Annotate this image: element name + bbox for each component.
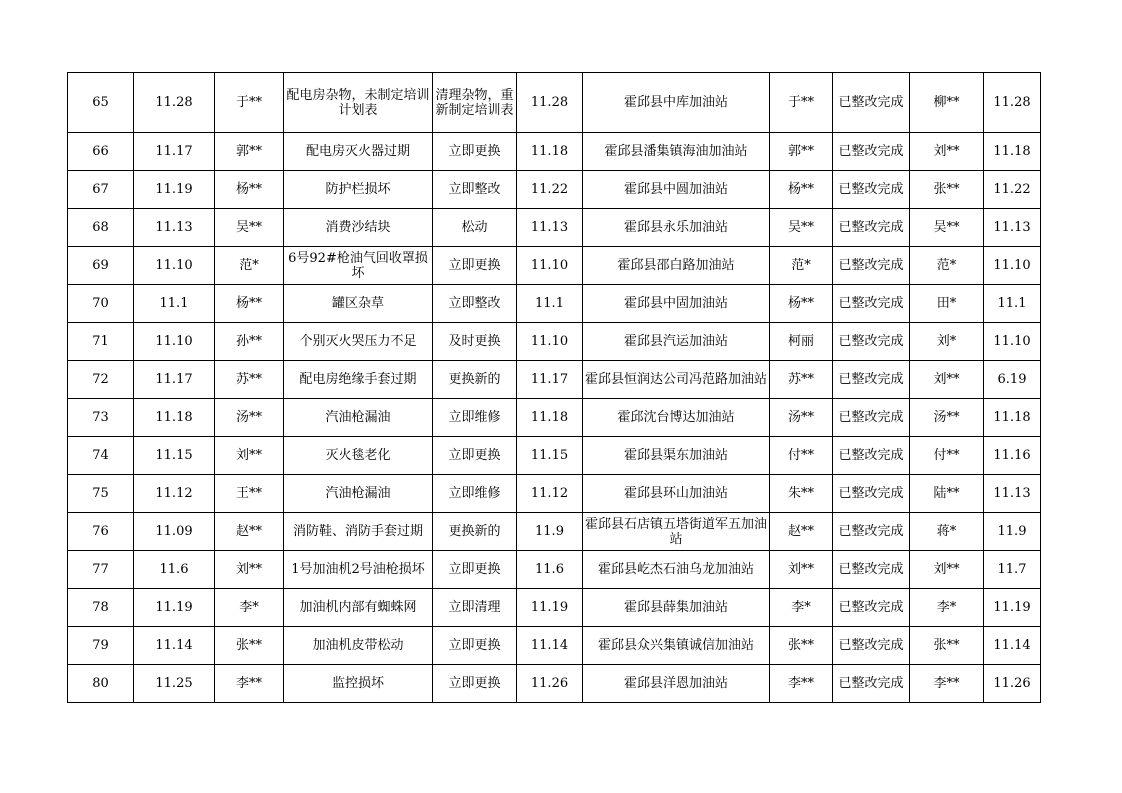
cell-check-date: 11.28 [984,73,1041,133]
cell-responsible: 范* [770,247,833,285]
cell-finder: 李** [215,665,284,703]
cell-station: 霍邱县恒润达公司冯范路加油站 [583,361,770,399]
cell-number: 67 [68,171,134,209]
table-row [68,513,1041,551]
cell-measure: 立即维修 [433,399,517,437]
cell-number: 74 [68,437,134,475]
cell-fix-date: 11.6 [517,551,583,589]
cell-status: 已整改完成 [833,133,910,171]
cell-status: 已整改完成 [833,627,910,665]
cell-station: 霍邱县环山加油站 [583,475,770,513]
cell-checker: 刘** [910,133,984,171]
cell-checker: 柳** [910,73,984,133]
cell-fix-date: 11.17 [517,361,583,399]
cell-issue: 消防鞋、消防手套过期 [284,513,433,551]
cell-status: 已整改完成 [833,475,910,513]
cell-finder: 刘** [215,551,284,589]
cell-found-date: 11.18 [134,399,215,437]
cell-station: 霍邱县邵白路加油站 [583,247,770,285]
table-row [68,589,1041,627]
cell-checker: 李** [910,665,984,703]
table-row [68,437,1041,475]
cell-checker: 张** [910,627,984,665]
cell-status: 已整改完成 [833,361,910,399]
cell-number: 70 [68,285,134,323]
table-row [68,247,1041,285]
cell-checker: 张** [910,171,984,209]
cell-number: 73 [68,399,134,437]
cell-found-date: 11.13 [134,209,215,247]
cell-found-date: 11.10 [134,323,215,361]
table-row [68,627,1041,665]
cell-measure: 更换新的 [433,513,517,551]
cell-checker: 蒋* [910,513,984,551]
cell-checker: 付** [910,437,984,475]
cell-measure: 更换新的 [433,361,517,399]
cell-check-date: 11.19 [984,589,1041,627]
cell-status: 已整改完成 [833,513,910,551]
cell-issue: 消费沙结块 [284,209,433,247]
cell-issue: 汽油枪漏油 [284,475,433,513]
cell-station: 霍邱沈台博达加油站 [583,399,770,437]
cell-finder: 李* [215,589,284,627]
cell-finder: 于** [215,73,284,133]
cell-check-date: 11.7 [984,551,1041,589]
cell-number: 66 [68,133,134,171]
cell-found-date: 11.25 [134,665,215,703]
cell-measure: 松动 [433,209,517,247]
cell-check-date: 11.22 [984,171,1041,209]
cell-station: 霍邱县屹杰石油乌龙加油站 [583,551,770,589]
cell-number: 71 [68,323,134,361]
cell-responsible: 杨** [770,171,833,209]
cell-status: 已整改完成 [833,285,910,323]
cell-issue: 加油机内部有蜘蛛网 [284,589,433,627]
cell-responsible: 吴** [770,209,833,247]
table-row [68,361,1041,399]
cell-check-date: 6.19 [984,361,1041,399]
cell-finder: 赵** [215,513,284,551]
cell-number: 80 [68,665,134,703]
cell-responsible: 杨** [770,285,833,323]
cell-found-date: 11.19 [134,589,215,627]
cell-number: 68 [68,209,134,247]
cell-station: 霍邱县中固加油站 [583,285,770,323]
table-body [68,73,1041,703]
cell-found-date: 11.09 [134,513,215,551]
cell-responsible: 汤** [770,399,833,437]
cell-number: 75 [68,475,134,513]
cell-status: 已整改完成 [833,551,910,589]
cell-check-date: 11.18 [984,133,1041,171]
cell-station: 霍邱县石店镇五塔街道军五加油站 [583,513,770,551]
table-row [68,551,1041,589]
cell-issue: 配电房绝缘手套过期 [284,361,433,399]
cell-responsible: 柯丽 [770,323,833,361]
cell-status: 已整改完成 [833,73,910,133]
cell-check-date: 11.18 [984,399,1041,437]
cell-found-date: 11.12 [134,475,215,513]
cell-checker: 范* [910,247,984,285]
cell-status: 已整改完成 [833,589,910,627]
cell-check-date: 11.13 [984,209,1041,247]
cell-fix-date: 11.14 [517,627,583,665]
cell-issue: 罐区杂草 [284,285,433,323]
cell-responsible: 付** [770,437,833,475]
cell-fix-date: 11.18 [517,133,583,171]
cell-fix-date: 11.13 [517,209,583,247]
cell-status: 已整改完成 [833,399,910,437]
cell-status: 已整改完成 [833,247,910,285]
cell-fix-date: 11.28 [517,73,583,133]
cell-station: 霍邱县渠东加油站 [583,437,770,475]
cell-station: 霍邱县薛集加油站 [583,589,770,627]
cell-finder: 杨** [215,285,284,323]
cell-finder: 范* [215,247,284,285]
cell-checker: 陆** [910,475,984,513]
cell-found-date: 11.28 [134,73,215,133]
table-row [68,399,1041,437]
cell-found-date: 11.1 [134,285,215,323]
cell-finder: 张** [215,627,284,665]
cell-number: 72 [68,361,134,399]
cell-checker: 李* [910,589,984,627]
cell-status: 已整改完成 [833,437,910,475]
cell-checker: 吴** [910,209,984,247]
table-row [68,209,1041,247]
cell-number: 79 [68,627,134,665]
cell-fix-date: 11.26 [517,665,583,703]
cell-check-date: 11.14 [984,627,1041,665]
cell-status: 已整改完成 [833,171,910,209]
cell-issue: 汽油枪漏油 [284,399,433,437]
cell-issue: 配电房杂物，未制定培训计划表 [284,73,433,133]
cell-finder: 苏** [215,361,284,399]
cell-station: 霍邱县潘集镇海油加油站 [583,133,770,171]
cell-fix-date: 11.9 [517,513,583,551]
cell-responsible: 刘** [770,551,833,589]
cell-status: 已整改完成 [833,323,910,361]
table-row [68,323,1041,361]
cell-measure: 立即更换 [433,133,517,171]
cell-measure: 立即更换 [433,247,517,285]
cell-station: 霍邱县汽运加油站 [583,323,770,361]
cell-fix-date: 11.10 [517,323,583,361]
cell-measure: 及时更换 [433,323,517,361]
cell-checker: 刘** [910,361,984,399]
table-row [68,285,1041,323]
hazard-rectification-table [67,72,1041,703]
cell-check-date: 11.13 [984,475,1041,513]
cell-check-date: 11.1 [984,285,1041,323]
cell-finder: 刘** [215,437,284,475]
table-row [68,665,1041,703]
cell-issue: 灭火毯老化 [284,437,433,475]
cell-fix-date: 11.18 [517,399,583,437]
cell-responsible: 赵** [770,513,833,551]
cell-responsible: 苏** [770,361,833,399]
cell-measure: 立即更换 [433,551,517,589]
cell-fix-date: 11.19 [517,589,583,627]
cell-found-date: 11.17 [134,133,215,171]
cell-found-date: 11.15 [134,437,215,475]
cell-issue: 6号92#枪油气回收罩损坏 [284,247,433,285]
cell-measure: 立即维修 [433,475,517,513]
cell-station: 霍邱县永乐加油站 [583,209,770,247]
cell-finder: 吴** [215,209,284,247]
cell-check-date: 11.16 [984,437,1041,475]
cell-status: 已整改完成 [833,665,910,703]
cell-check-date: 11.9 [984,513,1041,551]
cell-checker: 刘** [910,551,984,589]
cell-station: 霍邱县中圆加油站 [583,171,770,209]
cell-station: 霍邱县众兴集镇诚信加油站 [583,627,770,665]
cell-found-date: 11.6 [134,551,215,589]
cell-responsible: 李** [770,665,833,703]
cell-measure: 立即清理 [433,589,517,627]
cell-issue: 配电房灭火器过期 [284,133,433,171]
cell-responsible: 李* [770,589,833,627]
cell-measure: 立即更换 [433,627,517,665]
cell-check-date: 11.26 [984,665,1041,703]
cell-found-date: 11.10 [134,247,215,285]
cell-issue: 监控损坏 [284,665,433,703]
table-row [68,171,1041,209]
cell-status: 已整改完成 [833,209,910,247]
cell-finder: 孙** [215,323,284,361]
cell-fix-date: 11.15 [517,437,583,475]
cell-number: 76 [68,513,134,551]
table-row [68,73,1041,133]
cell-checker: 田* [910,285,984,323]
cell-fix-date: 11.1 [517,285,583,323]
cell-responsible: 朱** [770,475,833,513]
table-row [68,475,1041,513]
cell-measure: 立即更换 [433,437,517,475]
cell-finder: 王** [215,475,284,513]
cell-finder: 汤** [215,399,284,437]
cell-station: 霍邱县中库加油站 [583,73,770,133]
cell-fix-date: 11.22 [517,171,583,209]
cell-fix-date: 11.10 [517,247,583,285]
cell-responsible: 郭** [770,133,833,171]
cell-issue: 防护栏损坏 [284,171,433,209]
cell-responsible: 张** [770,627,833,665]
cell-responsible: 于** [770,73,833,133]
cell-number: 78 [68,589,134,627]
cell-number: 65 [68,73,134,133]
cell-number: 69 [68,247,134,285]
cell-found-date: 11.17 [134,361,215,399]
cell-measure: 立即更换 [433,665,517,703]
cell-issue: 1号加油机2号油枪损坏 [284,551,433,589]
cell-number: 77 [68,551,134,589]
cell-found-date: 11.19 [134,171,215,209]
cell-check-date: 11.10 [984,323,1041,361]
cell-station: 霍邱县洋恩加油站 [583,665,770,703]
cell-issue: 加油机皮带松动 [284,627,433,665]
cell-measure: 立即整改 [433,285,517,323]
cell-found-date: 11.14 [134,627,215,665]
cell-fix-date: 11.12 [517,475,583,513]
cell-finder: 郭** [215,133,284,171]
table-row [68,133,1041,171]
cell-check-date: 11.10 [984,247,1041,285]
cell-measure: 清理杂物，重新制定培训表 [433,73,517,133]
cell-checker: 刘* [910,323,984,361]
cell-finder: 杨** [215,171,284,209]
cell-measure: 立即整改 [433,171,517,209]
cell-checker: 汤** [910,399,984,437]
cell-issue: 个别灭火哭压力不足 [284,323,433,361]
